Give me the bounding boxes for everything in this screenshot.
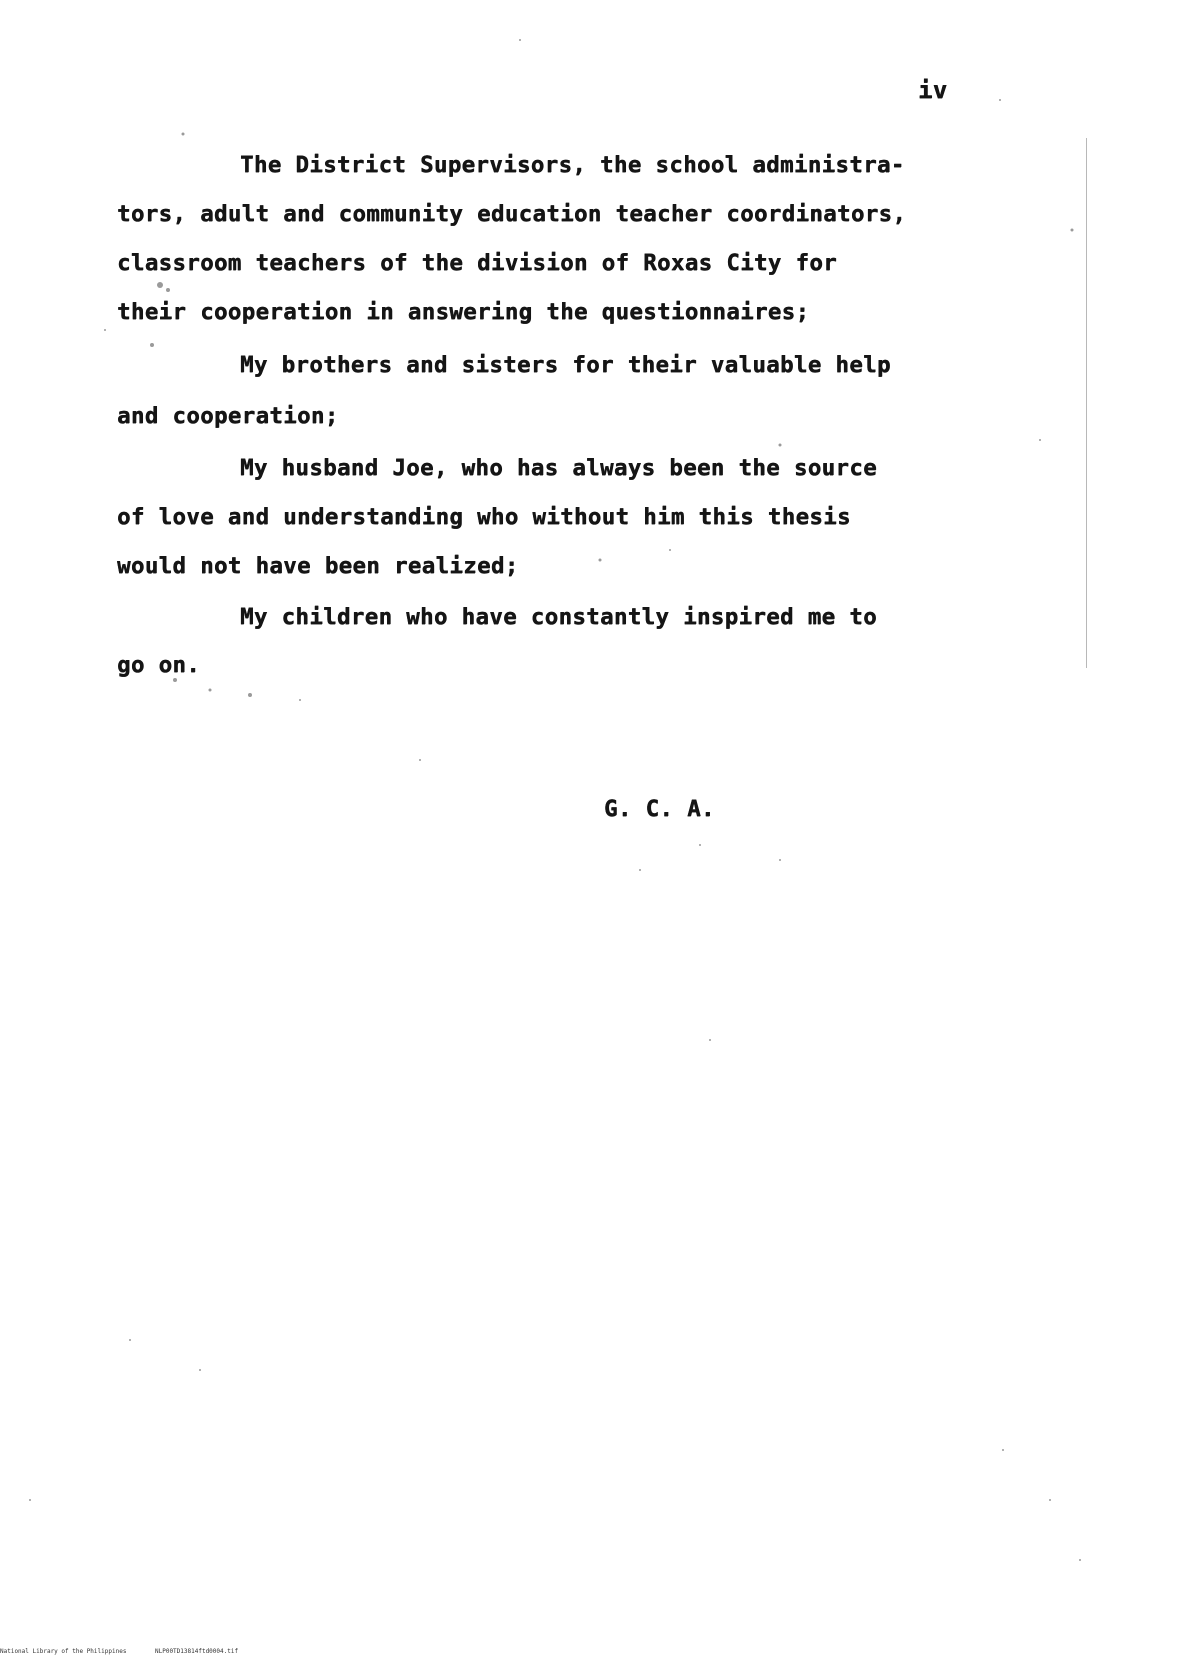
body-line-4: their cooperation in answering the questionnaires;	[117, 299, 810, 325]
body-line-2: tors, adult and community education teacher coordinators,	[117, 201, 907, 227]
body-line-3: classroom teachers of the division of Roxas City for	[117, 250, 837, 276]
footer-source: National Library of the Philippines	[0, 1648, 127, 1655]
body-line-8: of love and understanding who without him this thesis	[117, 504, 851, 530]
body-line-11: go on.	[117, 652, 201, 678]
body-line-1: The District Supervisors, the school administra-	[240, 152, 905, 178]
footer-filename: NLP00TD13814ftd0004.tif	[155, 1648, 239, 1655]
body-line-10: My children who have constantly inspired me to	[240, 604, 877, 630]
body-line-6: and cooperation;	[117, 403, 339, 429]
body-line-5: My brothers and sisters for their valuable help	[240, 352, 891, 378]
body-line-9: would not have been realized;	[117, 553, 519, 579]
signature-initials: G. C. A.	[604, 796, 715, 822]
scan-margin-line	[1086, 138, 1087, 668]
body-line-7: My husband Joe, who has always been the source	[240, 455, 877, 481]
page-number: iv	[918, 76, 948, 104]
